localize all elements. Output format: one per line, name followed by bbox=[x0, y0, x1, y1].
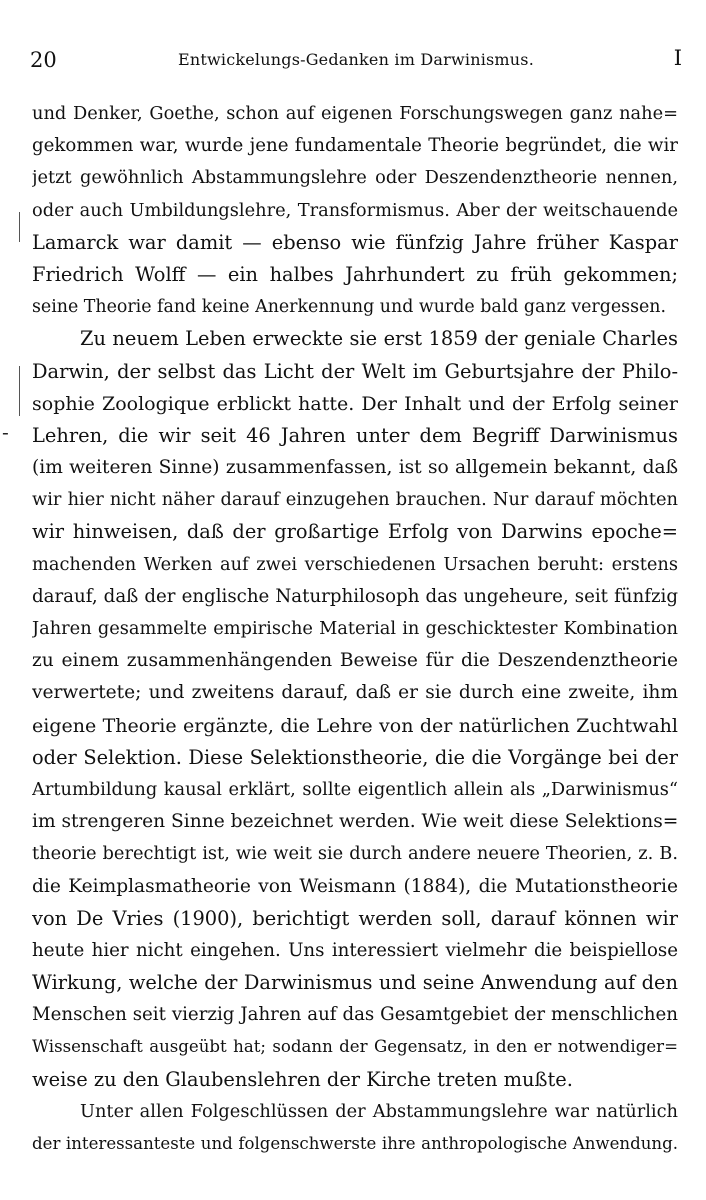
text-line: wir hinweisen, daß der großartige Erfolg von Darwins epoche= bbox=[32, 520, 678, 544]
text-line: Lamarck war damit — ebenso wie fünfzig Jahre früher Kaspar bbox=[32, 230, 678, 254]
page-header bbox=[30, 44, 682, 74]
text-line: Wirkung, welche der Darwinismus und seine Anwendung auf den bbox=[32, 971, 678, 995]
text-line: Menschen seit vierzig Jahren auf das Gesamtgebiet der menschlichen bbox=[32, 1004, 678, 1026]
text-line: im strengeren Sinne bezeichnet werden. Wie weit diese Selektions= bbox=[32, 811, 678, 833]
text-line: die Keimplasmatheorie von Weismann (1884), die Mutationstheorie bbox=[32, 875, 678, 897]
text-line: seine Theorie fand keine Anerkennung und wurde bald ganz vergessen. bbox=[32, 297, 667, 318]
text-line: Unter allen Folgeschlüssen der Abstammungslehre war natürlich bbox=[80, 1100, 678, 1122]
text-line: weise zu den Glaubenslehren der Kirche treten mußte. bbox=[32, 1067, 573, 1091]
text-line: gekommen war, wurde jene fundamentale Theorie begründet, die wir bbox=[32, 135, 678, 157]
text-line: oder Selektion. Diese Selektionstheorie, die die Vorgänge bei der bbox=[32, 745, 678, 769]
text-line: zu einem zusammenhängenden Beweise für die Deszendenztheorie bbox=[32, 650, 678, 672]
text-line: Wissenschaft ausgeübt hat; sodann der Gegensatz, in den er notwendiger= bbox=[32, 1037, 678, 1057]
text-line: machenden Werken auf zwei verschiedenen Ursachen beruht: erstens bbox=[32, 553, 678, 575]
text-line: darauf, daß der englische Naturphilosoph das ungeheure, seit fünfzig bbox=[32, 585, 678, 607]
text-line: heute hier nicht eingehen. Uns interessiert vielmehr die beispiellose bbox=[32, 939, 678, 961]
text-line: Darwin, der selbst das Licht der Welt im Geburtsjahre der Philo- bbox=[32, 359, 678, 383]
text-line: (im weiteren Sinne) zusammenfassen, ist so allgemein bekannt, daß bbox=[32, 457, 678, 479]
text-line: Friedrich Wolff — ein halbes Jahrhundert zu früh gekommen; bbox=[32, 262, 678, 286]
text-line: oder auch Umbildungslehre, Transformismus. Aber der weitschauende bbox=[32, 199, 678, 221]
text-line: theorie berechtigt ist, wie weit sie durch andere neuere Theorien, z. B. bbox=[32, 843, 678, 865]
margin-tick-lower bbox=[19, 366, 20, 416]
text-line: wir hier nicht näher darauf einzugehen brauchen. Nur darauf möchten bbox=[32, 489, 678, 511]
running-head: Entwickelungs-Gedanken im Darwinismus. bbox=[177, 50, 535, 69]
text-line: Jahren gesammelte empirische Material in geschicktester Kombination bbox=[32, 618, 678, 639]
text-line: und Denker, Goethe, schon auf eigenen Forschungswegen ganz nahe= bbox=[32, 103, 678, 124]
text-line: sophie Zoologique erblickt hatte. Der Inhalt und der Erfolg seiner bbox=[32, 392, 678, 415]
sheet-mark: I bbox=[673, 46, 682, 70]
text-line: jetzt gewöhnlich Abstammungslehre oder Deszendenztheorie nennen, bbox=[32, 167, 678, 189]
text-line: eigene Theorie ergänzte, die Lehre von der natürlichen Zuchtwahl bbox=[32, 714, 678, 737]
text-line: von De Vries (1900), berichtigt werden soll, darauf können wir bbox=[32, 906, 678, 930]
text-line: Lehren, die wir seit 46 Jahren unter dem Begriff Darwinismus bbox=[32, 423, 678, 447]
text-line: Zu neuem Leben erweckte sie erst 1859 der geniale Charles bbox=[80, 327, 678, 351]
text-line: verwertete; und zweitens darauf, daß er sie durch eine zweite, ihm bbox=[32, 682, 678, 704]
margin-dash: - bbox=[2, 420, 9, 444]
body-text bbox=[32, 98, 678, 1160]
text-line: Artumbildung kausal erklärt, sollte eigentlich allein als „Darwinismus“ bbox=[32, 778, 678, 800]
margin-tick-upper bbox=[19, 212, 20, 242]
page-number: 20 bbox=[30, 48, 57, 72]
text-line: der interessanteste und folgenschwerste ihre anthropologische Anwendung. bbox=[32, 1134, 678, 1153]
